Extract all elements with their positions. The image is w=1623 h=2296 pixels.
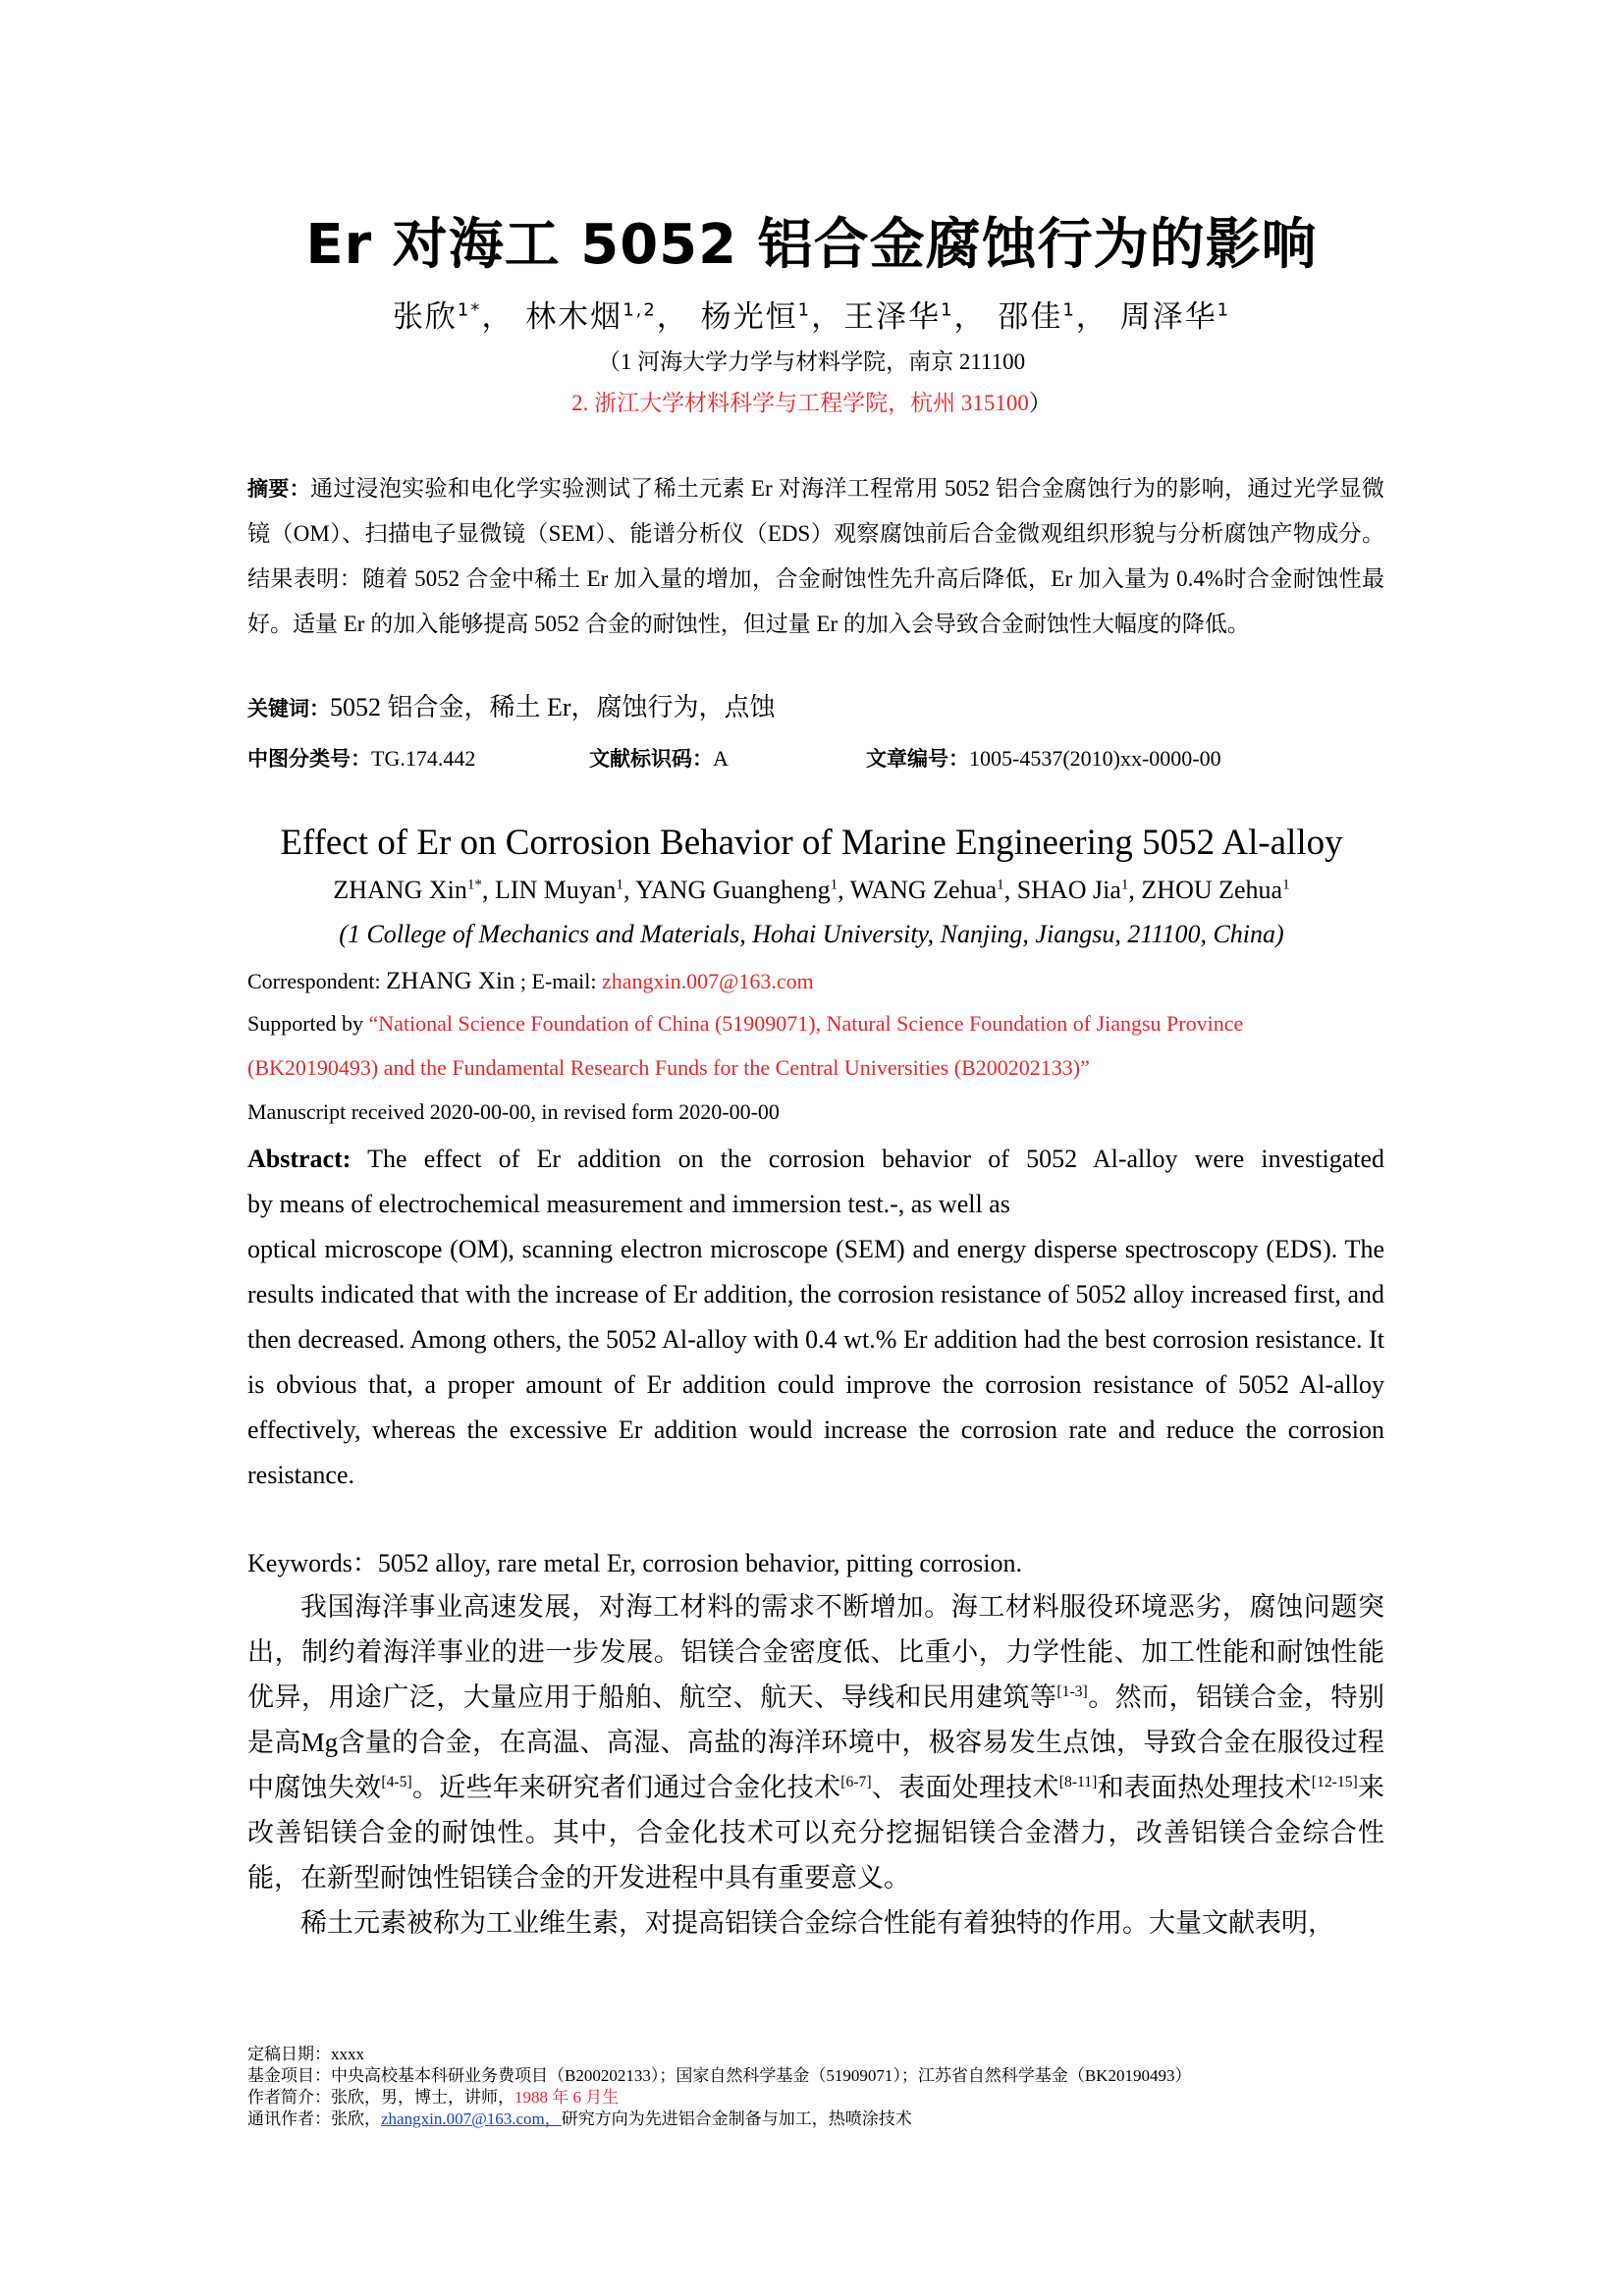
footnote-correspondent: 通讯作者：张欣，zhangxin.007@163.com，研究方向为先进铝合金制备与加工，热喷涂技术: [247, 2109, 912, 2128]
citation: [8-11]: [1058, 1774, 1098, 1790]
citation: [12-15]: [1311, 1774, 1358, 1790]
footnote-bio: 作者简介：张欣，男，博士，讲师，1988 年 6 月生: [247, 2088, 620, 2107]
clc-number: 中图分类号：TG.174.442: [247, 746, 476, 771]
body-paragraph: 我国海洋事业高速发展，对海工材料的需求不断增加。海工材料服役环境恶劣，腐蚀问题突出，制约着海洋事业的进一步发展。铝镁合金密度低、比重小，力学性能、加工性能和耐蚀性能优异，用途广泛，大量应用于船舶、航空、航天、导线和民用建筑等[1-3]。然而，铝镁合金，特别是高Mg含量的合金，在高温、高湿、高盐的海洋环境中，极容易发生点蚀，导致合金在服役过程中腐蚀失效[4-5]。近些年来研究者们通过合金化技术[6-7]、表面处理技术[8-11]和表面热处理技术[12-15]来改善铝镁合金的耐蚀性。其中，合金化技术可以充分挖掘铝镁合金潜力，改善铝镁合金综合性能，在新型耐蚀性铝镁合金的开发进程中具有重要意义。: [247, 1592, 1385, 1893]
abstract-en: Abstract: The effect of Er addition on the corrosion behavior of 5052 Al-alloy were investigated by means of electrochemical measurement and immersion test.-, as well as optical microscope (OM), scanning electron microscope (SEM) and energy disperse spectroscopy (EDS). The results indicated that with the increase of Er addition, the corrosion resistance of 5052 alloy increased first, and then decreased. Among others, the 5052 Al-alloy with 0.4 wt.% Er addition had the best corrosion resistance. It is obvious that, a proper amount of Er addition could improve the corrosion resistance of 5052 Al-alloy effectively, whereas the excessive Er addition would increase the corrosion rate and reduce the corrosion resistance.: [247, 1145, 1384, 1489]
abstract-cn: [247, 466, 1384, 647]
document-code: 文献标识码：A: [589, 746, 729, 771]
affiliation-cn-1: （1 河海大学力学与材料学院，南京 211100: [597, 349, 1026, 374]
citation: [1-3]: [1056, 1683, 1088, 1700]
article-number: 文章编号：1005-4537(2010)xx-0000-00: [866, 746, 1221, 771]
affiliation-cn-2: 2. 浙江大学材料科学与工程学院，杭州 315100）: [571, 391, 1052, 415]
author-list-cn: 张欣$^{1*}$， 林木烟$^{1,2}$， 杨光恒$^1$，王泽华$^1$， 邵佳$^1$， 周泽华$^1$: [392, 299, 1231, 335]
abstract-cn-text: 通过浸泡实验和电化学实验测试了稀土元素 Er 对海洋工程常用 5052 铝合金腐蚀行为的影响，通过光学显微镜（OM）、扫描电子显微镜（SEM）、能谱分析仪（EDS）观察腐蚀前后合金微观组织形貌与分析腐蚀产物成分。结果表明：随着 5052 合金中稀土 Er 加入量的增加，合金耐蚀性先升高后降低，Er 加入量为 0.4%时合金耐蚀性最好。适量 Er 的加入能够提高 5052 合金的耐蚀性，但过量 Er 的加入会导致合金耐蚀性大幅度的降低。: [247, 476, 1384, 636]
correspondent-line: Correspondent: ZHANG Xin ; E-mail: zhangxin.007@163.com: [247, 968, 814, 994]
abstract-cn-label: 摘要：: [247, 477, 310, 501]
footnote-date: 定稿日期：xxxx: [247, 2045, 364, 2063]
keywords-cn: 关键词：5052 铝合金，稀土 Er，腐蚀行为，点蚀: [247, 693, 776, 721]
keywords-en: Keywords：5052 alloy, rare metal Er, corrosion behavior, pitting corrosion.: [247, 1549, 1023, 1577]
citation: [6-7]: [840, 1774, 872, 1790]
paper-title-en: Effect of Er on Corrosion Behavior of Marine Engineering 5052 Al-alloy: [280, 823, 1343, 863]
abstract-en-label: Abstract:: [247, 1145, 352, 1173]
body-text: [247, 1584, 1384, 1946]
author-list-en: ZHANG Xin$^{1*}$, LIN Muyan$^1$, YANG Guangheng$^1$, WANG Zehua$^1$, SHAO Jia$^1$, ZHOU Zehua$^1$: [333, 876, 1290, 904]
supported-by-line-1: Supported by “National Science Foundation of China (51909071), Natural Science Foundation of Jiangsu Province: [247, 1011, 1244, 1036]
correspondent-email-link[interactable]: zhangxin.007@163.com: [602, 969, 814, 993]
affiliation-en: (1 College of Mechanics and Materials, Hohai University, Nanjing, Jiangsu, 211100, China): [339, 920, 1284, 948]
paper-title-cn: Er 对海工 5052 铝合金腐蚀行为的影响: [305, 213, 1318, 277]
author: 邵佳$^1$: [998, 299, 1076, 335]
author: 杨光恒$^1$: [700, 299, 812, 335]
author: 林木烟$^{1,2}$: [525, 299, 657, 335]
footnote-fund: 基金项目：中央高校基本科研业务费项目（B200202133）；国家自然科学基金（51909071）；江苏省自然科学基金（BK20190493）: [247, 2066, 1192, 2085]
author: 周泽华$^1$: [1119, 299, 1231, 335]
body-paragraph: 稀土元素被称为工业维生素，对提高铝镁合金综合性能有着独特的作用。大量文献表明，: [300, 1908, 1334, 1938]
supported-by-line-2: (BK20190493) and the Fundamental Research Funds for the Central Universities (B200202133)”: [247, 1055, 1090, 1080]
footnotes: [247, 2044, 1426, 2130]
footnote-email-link[interactable]: zhangxin.007@163.com，: [381, 2109, 562, 2128]
author: 王泽华$^1$: [843, 299, 954, 335]
citation: [4-5]: [381, 1774, 412, 1790]
author: 张欣$^{1*}$: [392, 299, 482, 335]
manuscript-dates: Manuscript received 2020-00-00, in revised form 2020-00-00: [247, 1099, 780, 1124]
